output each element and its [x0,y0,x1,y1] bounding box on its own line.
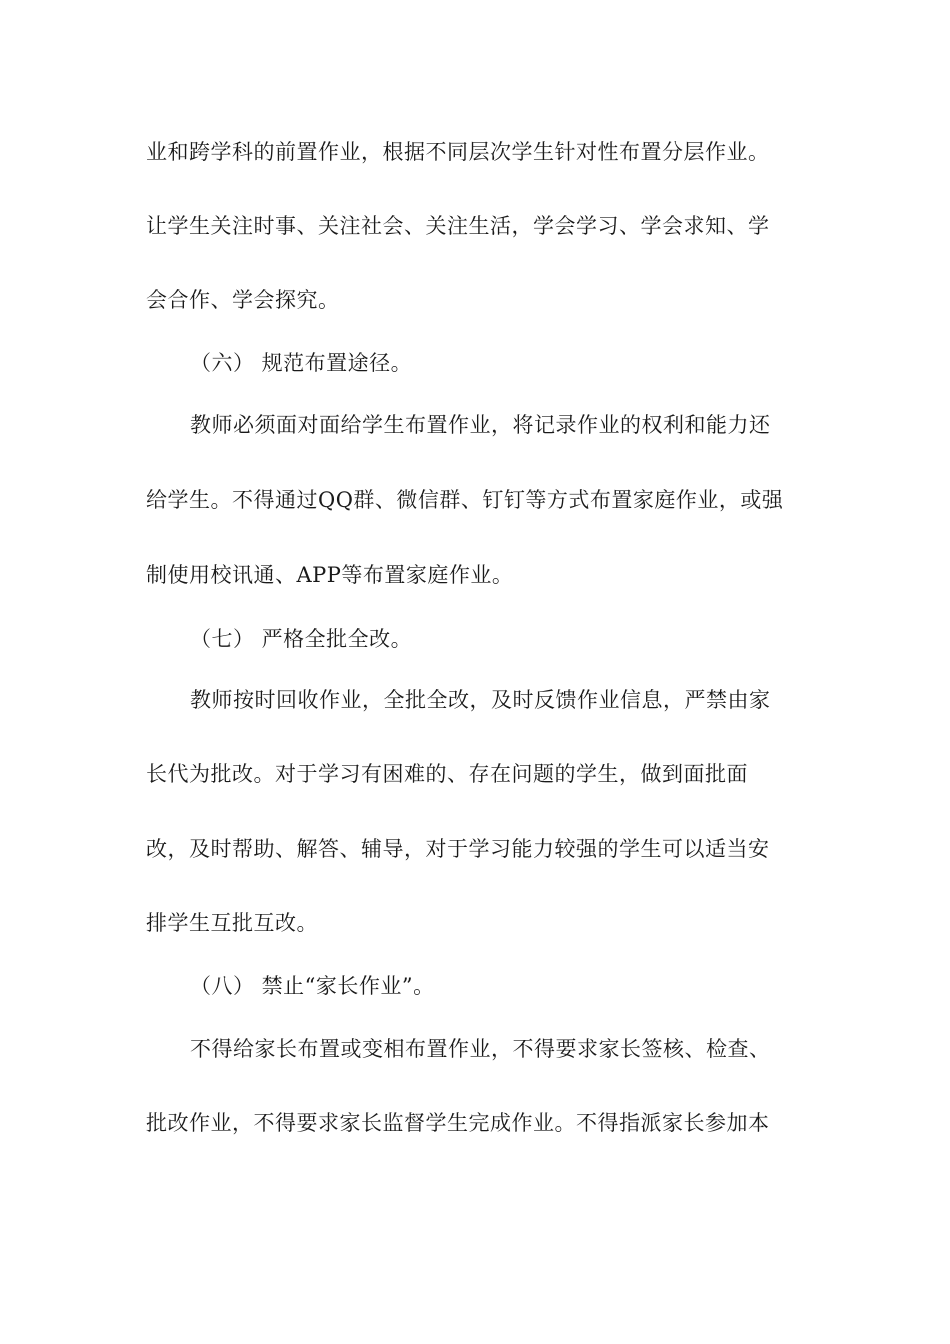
body-text-line: 排学生互批互改。 [146,911,318,935]
body-text-line: 教师必须面对面给学生布置作业，将记录作业的权利和能力还 [190,413,771,437]
body-text-line: 让学生关注时事、关注社会、关注生活，学会学习、学会求知、学 [146,214,770,238]
section-heading: （八） 禁止“家长作业”。 [190,974,435,998]
body-text-line: 批改作业，不得要求家长监督学生完成作业。不得指派家长参加本 [146,1111,770,1135]
body-text-line: 制使用校讯通、APP等布置家庭作业。 [146,563,514,587]
body-text-line: 改，及时帮助、解答、辅导，对于学习能力较强的学生可以适当安 [146,837,770,861]
section-heading: （七） 严格全批全改。 [190,627,413,651]
body-text-line: 长代为批改。对于学习有困难的、存在问题的学生，做到面批面 [146,762,748,786]
body-text-line: 教师按时回收作业，全批全改，及时反馈作业信息，严禁由家 [190,688,771,712]
body-text-line: 不得给家长布置或变相布置作业，不得要求家长签核、检查、 [190,1037,771,1061]
section-heading: （六） 规范布置途径。 [190,351,413,375]
body-text-line: 会合作、学会探究。 [146,288,340,312]
body-text-line: 给学生。不得通过QQ群、微信群、钉钉等方式布置家庭作业，或强 [146,488,784,512]
body-text-line: 业和跨学科的前置作业，根据不同层次学生针对性布置分层作业。 [146,140,770,164]
